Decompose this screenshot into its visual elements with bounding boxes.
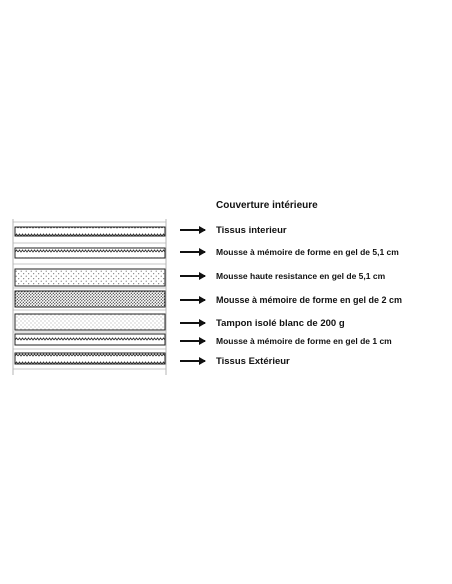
layer-label-3: Mousse haute resistance en gel de 5,1 cm <box>216 271 386 281</box>
layer-band-3 <box>15 269 165 286</box>
layer-label-6: Mousse à mémoire de forme en gel de 1 cm <box>216 336 392 346</box>
layer-band-4 <box>15 291 165 307</box>
layer-label-5: Tampon isolé blanc de 200 g <box>216 318 345 329</box>
layer-band-5 <box>15 314 165 330</box>
diagram-title: Couverture intérieure <box>216 200 318 211</box>
layer-stack <box>13 222 402 369</box>
layer-label-4: Mousse à mémoire de forme en gel de 2 cm <box>216 295 403 305</box>
layer-band-1 <box>15 227 165 236</box>
layer-label-7: Tissus Extérieur <box>216 356 290 367</box>
layer-label-1: Tissus interieur <box>216 225 287 236</box>
layer-label-2: Mousse à mémoire de forme en gel de 5,1 cm <box>216 247 399 257</box>
layer-band-2 <box>15 248 165 258</box>
layer-band-7 <box>15 353 165 364</box>
layer-band-6 <box>15 334 165 345</box>
